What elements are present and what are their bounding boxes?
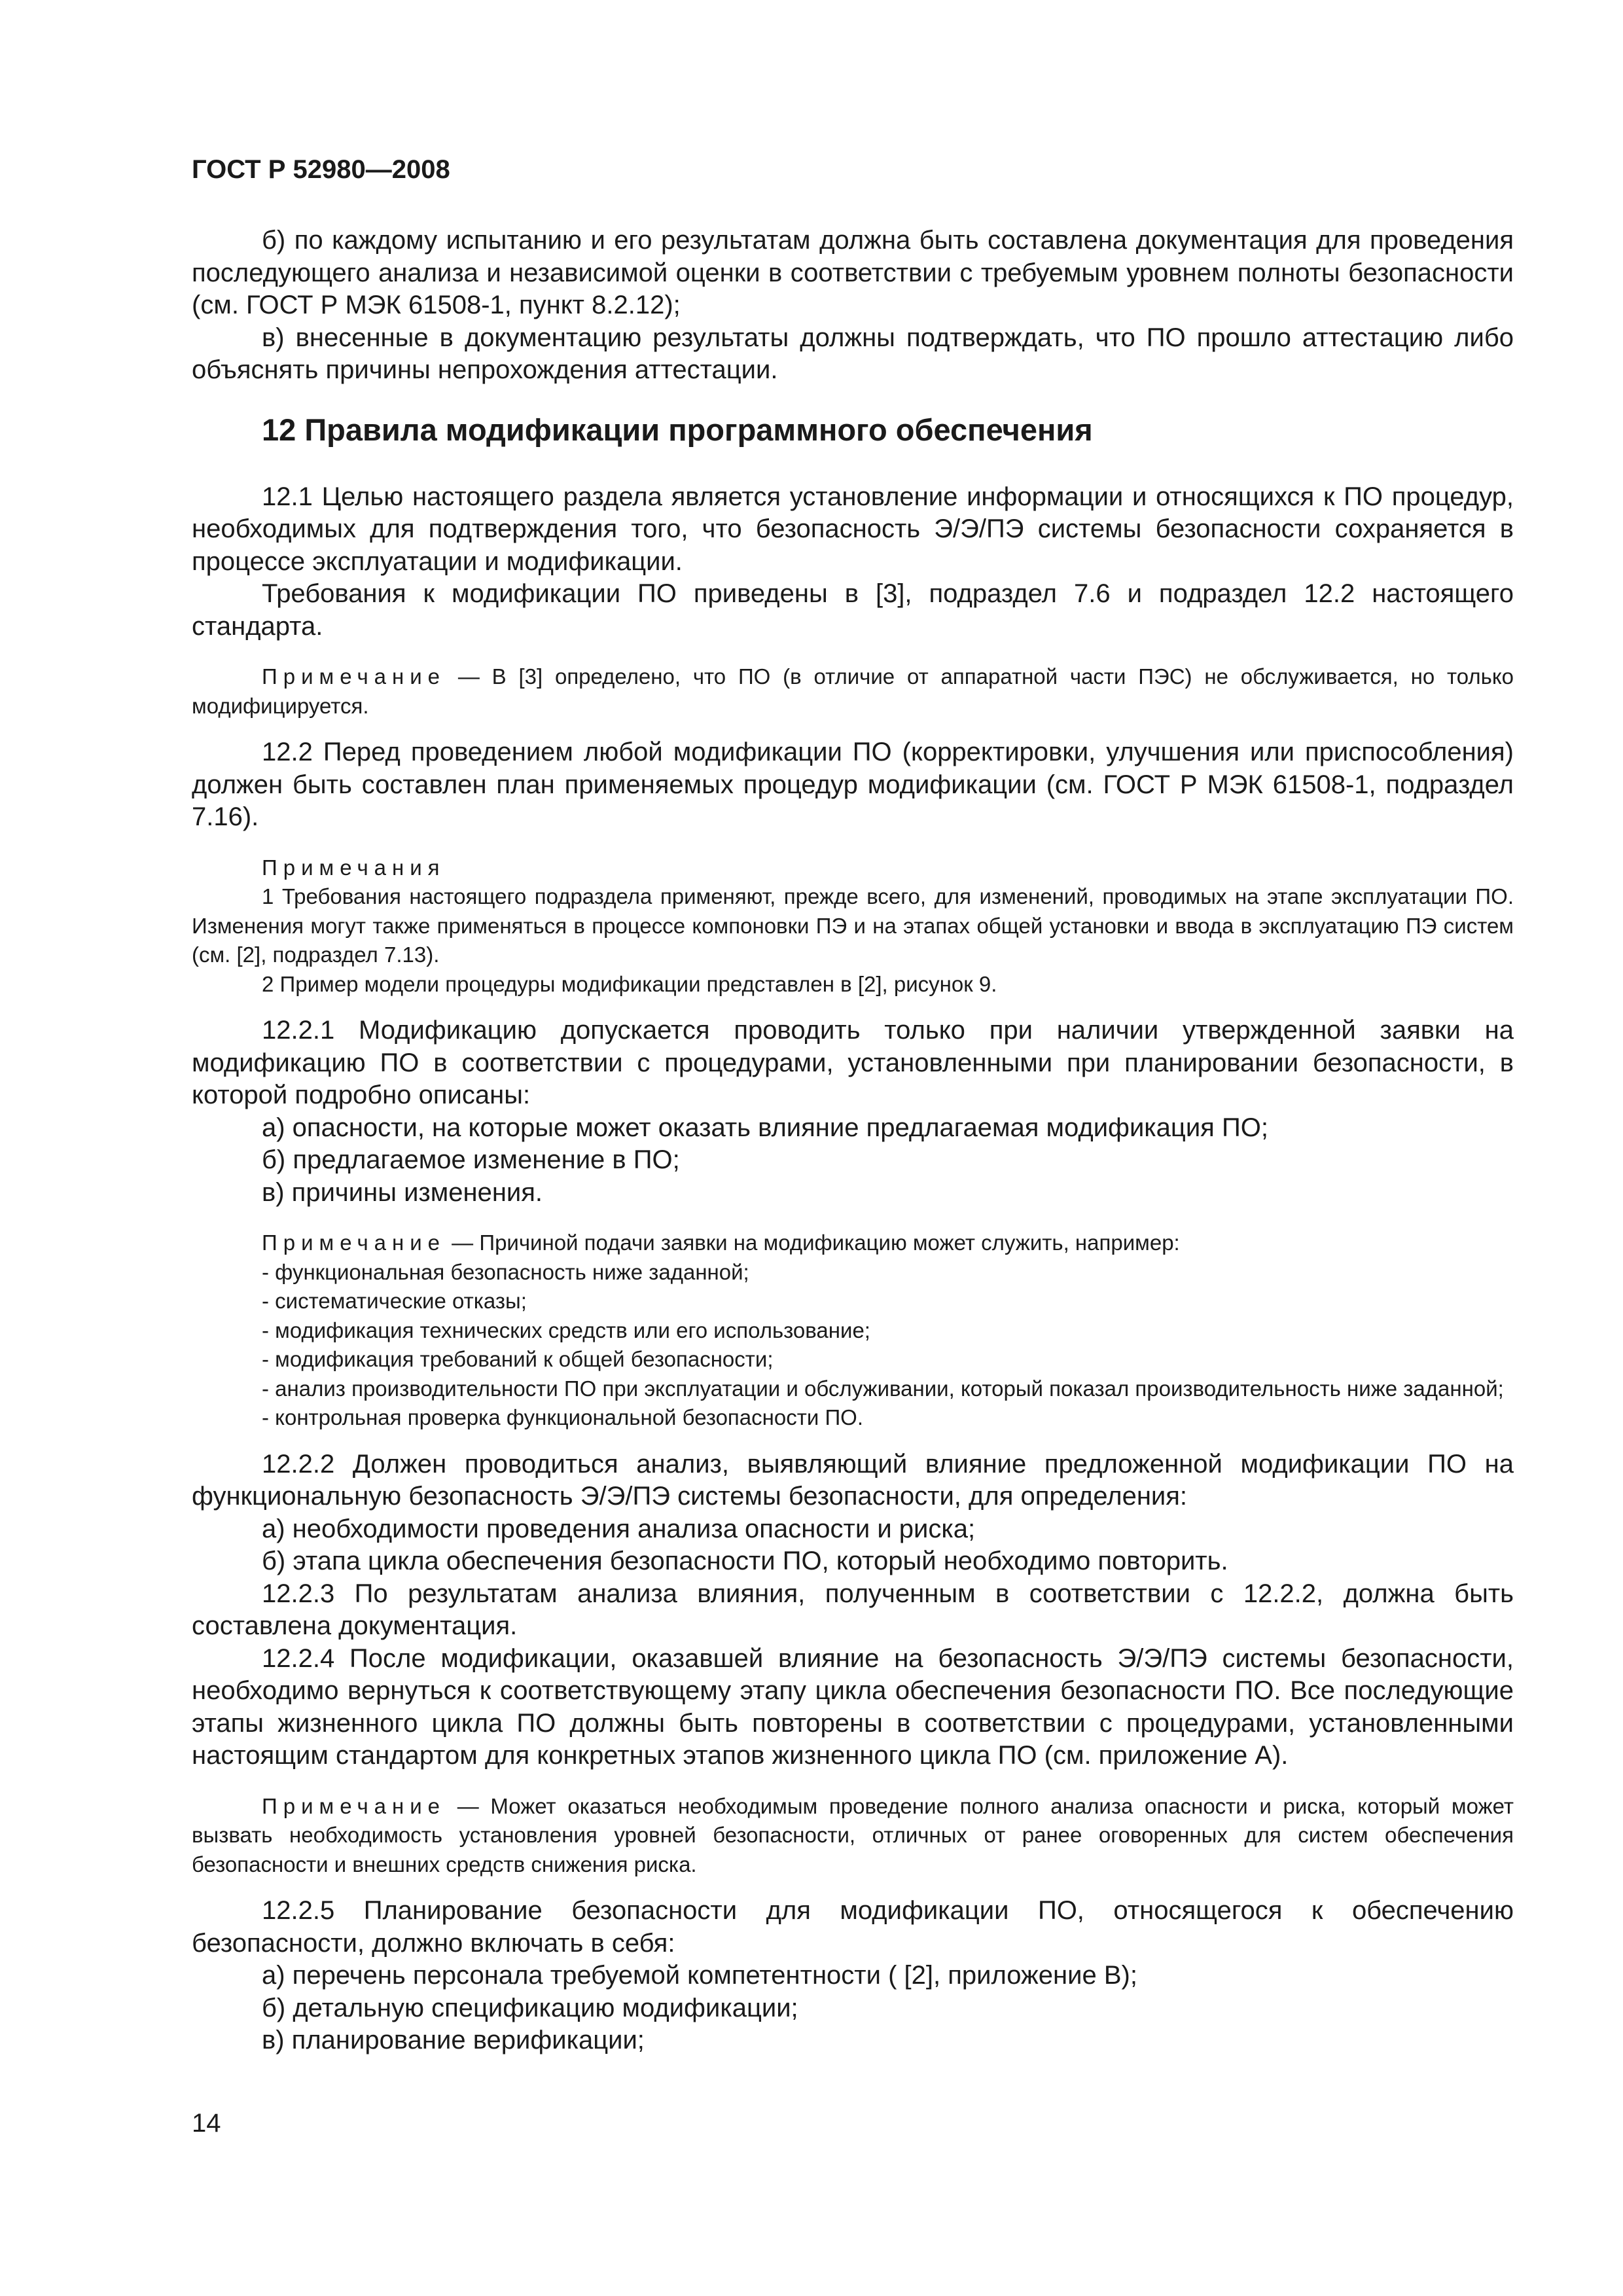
list-item: а) опасности, на которые может оказать влияние предлагаемая модификация ПО; — [262, 1113, 1268, 1142]
paragraph-12-2-1: 12.2.1 Модификацию допускается проводить только при наличии утвержденной заявки на модификацию ПО в соответствии с процедурами, установленными при планировании безопасности, в которой подробно описаны: — [192, 1016, 1514, 1109]
note-item-1: 1 Требования настоящего подраздела применяют, прежде всего, для изменений, проводимых на этапе эксплуатации ПО. Изменения могут также применяться в процессе компоновки ПЭ и на этапах общей установки и ввода в эксплуатацию ПЭ систем (см. [2], подраздел 7.13). — [192, 884, 1514, 967]
document-page — [192, 154, 1514, 2057]
note-12-2-1 — [192, 1229, 1514, 1258]
paragraph-12-2-5: 12.2.5 Планирование безопасности для модификации ПО, относящегося к обеспечению безопасности, должно включать в себя: — [192, 1896, 1514, 1958]
paragraph-12-2: 12.2 Перед проведением любой модификации ПО (корректировки, улучшения или приспособления) должен быть составлен план применяемых процедур модификации (см. ГОСТ Р МЭК 61508-1, подраздел 7.16). — [192, 738, 1514, 831]
paragraph-12-2-4: 12.2.4 После модификации, оказавшей влияние на безопасность Э/Э/ПЭ системы безопасности, необходимо вернуться к соответствующему этапу цикла обеспечения безопасности ПО. Все последующие этапы жизненного цикла ПО должны быть повторены в соответствии с процедурами, установленными настоящим стандартом для конкретных этапов жизненного цикла ПО (см. приложение А). — [192, 1643, 1514, 1770]
list-item: в) планирование верификации; — [262, 2026, 645, 2054]
note-12-1 — [192, 662, 1514, 721]
note-list-item: - контрольная проверка функциональной безопасности ПО. — [262, 1405, 864, 1429]
note-text: — Может оказаться необходимым проведение полного анализа опасности и риска, который может вызвать необходимость установления уровней безопасности, отличных от ранее оговоренных для систем обеспечения безопасности и внешних средств снижения риска. — [192, 1793, 1514, 1876]
paragraph-12-2-2: 12.2.2 Должен проводиться анализ, выявляющий влияние предложенной модификации ПО на функциональную безопасность Э/Э/ПЭ системы безопасности, для определения: — [192, 1449, 1514, 1511]
list-item: а) необходимости проведения анализа опасности и риска; — [262, 1514, 976, 1543]
list-item: в) причины изменения. — [262, 1177, 543, 1207]
note-list-item: - модификация требований к общей безопасности; — [262, 1347, 774, 1371]
note-text: — Причиной подачи заявки на модификацию может служить, например: — [446, 1230, 1180, 1255]
list-item: б) детальную спецификацию модификации; — [262, 1993, 798, 2022]
paragraph-12-1-requirements: Требования к модификации ПО приведены в [3], подраздел 7.6 и подраздел 12.2 настоящего стандарта. — [192, 579, 1514, 641]
list-item: а) перечень персонала требуемой компетентности ( [2], приложение В); — [262, 1961, 1137, 1990]
paragraph-v: в) внесенные в документацию результаты должны подтверждать, что ПО прошло аттестацию либо объяснять причины непрохождения аттестации. — [192, 323, 1514, 384]
note-label: Примечание — [262, 664, 446, 689]
section-title: 12 Правила модификации программного обеспечения — [262, 412, 1093, 447]
note-list-item-long: - анализ производительности ПО при эксплуатации и обслуживании, который показал производительность ниже заданной; — [262, 1376, 1504, 1401]
list-item: б) предлагаемое изменение в ПО; — [262, 1145, 680, 1174]
paragraph-b: б) по каждому испытанию и его результатам должна быть составлена документация для проведения последующего анализа и независимой оценки в соответствии с требуемым уровнем полноты безопасности (см. ГОСТ Р МЭК 61508-1, пункт 8.2.12); — [192, 226, 1514, 319]
paragraph-12-2-3: 12.2.3 По результатам анализа влияния, полученным в соответствии с 12.2.2, должна быть составлена документация. — [192, 1579, 1514, 1640]
note-list-item: - систематические отказы; — [262, 1289, 527, 1313]
page-number: 14 — [192, 2109, 221, 2138]
note-text: — В [3] определено, что ПО (в отличие от аппаратной части ПЭС) не обслуживается, но только модифицируется. — [192, 664, 1514, 718]
note-list-item: - модификация технических средств или его использование; — [262, 1318, 870, 1342]
note-item-2: 2 Пример модели процедуры модификации представлен в [2], рисунок 9. — [262, 971, 997, 996]
paragraph-12-1: 12.1 Целью настоящего раздела является установление информации и относящихся к ПО процедур, необходимых для подтверждения того, что безопасность Э/Э/ПЭ системы безопасности сохраняется в процессе эксплуатации и модификации. — [192, 482, 1514, 576]
note-list-item: - функциональная безопасность ниже заданной; — [262, 1259, 749, 1284]
document-header: ГОСТ Р 52980—2008 — [192, 155, 450, 184]
note-label: Примечание — [262, 1793, 446, 1818]
note-label: Примечание — [262, 1230, 446, 1255]
notes-label: Примечания — [262, 855, 446, 880]
list-item: б) этапа цикла обеспечения безопасности ПО, который необходимо повторить. — [262, 1547, 1228, 1575]
note-12-2-4 — [192, 1792, 1514, 1880]
